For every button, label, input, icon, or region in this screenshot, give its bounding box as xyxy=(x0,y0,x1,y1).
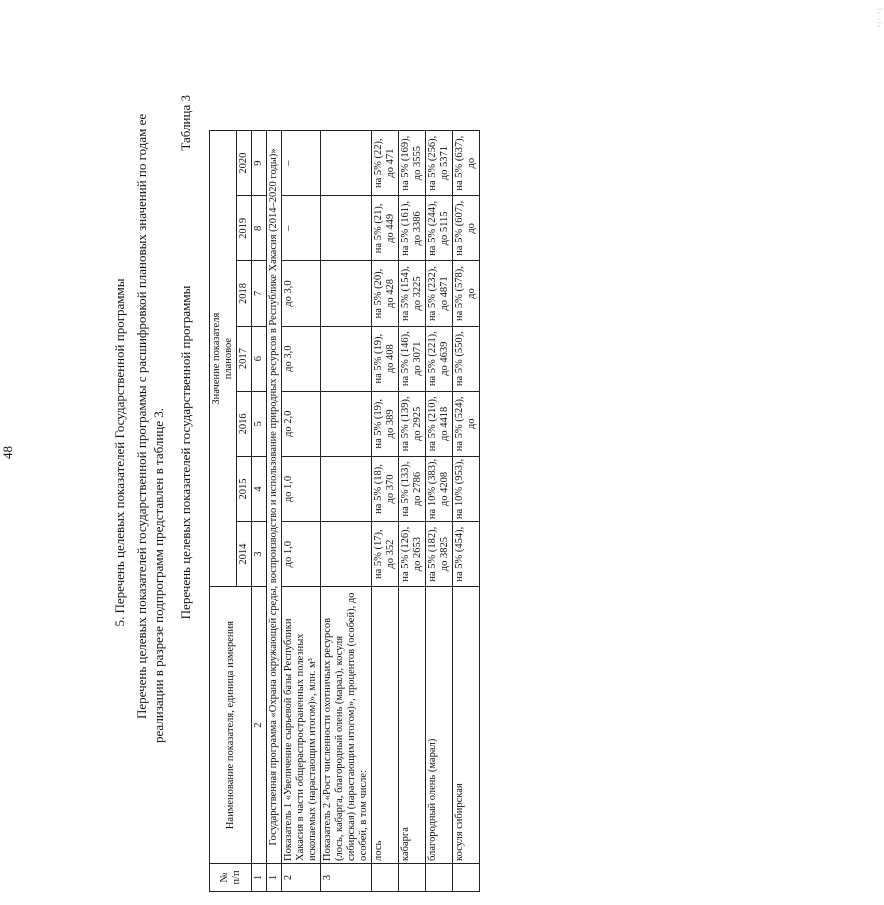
row-value: на 5% (146), до 3071 xyxy=(399,326,426,391)
row-number xyxy=(399,863,426,891)
header-number: № п/п xyxy=(210,863,252,891)
row-value: на 5% (244), до 5115 xyxy=(426,196,453,261)
row-value: на 5% (139), до 2925 xyxy=(399,391,426,456)
header-name: Наименование показателя, единица измерения xyxy=(210,587,252,864)
row-number: 3 xyxy=(321,863,372,891)
header-year: 2016 xyxy=(237,391,252,456)
header-index-row xyxy=(252,131,267,892)
header-index: 2 xyxy=(252,587,267,864)
row-indicator-name: лось xyxy=(372,587,399,864)
row-value: – xyxy=(282,196,321,261)
header-index: 9 xyxy=(252,131,267,196)
row-value: на 5% (256), до 5371 xyxy=(426,131,453,196)
table-row xyxy=(399,131,426,892)
row-value: на 5% (126), до 2653 xyxy=(399,522,426,587)
header-index: 6 xyxy=(252,326,267,391)
row-value: на 5% (221), до 4639 xyxy=(426,326,453,391)
header-index: 8 xyxy=(252,196,267,261)
row-value: на 5% (578), до xyxy=(453,261,480,326)
intro-paragraph: Перечень целевых показателей государственной программы с расшифровкой плановых значений по годам ее реализации в разрезе подпрограмм представлен в таблице 3. xyxy=(134,113,166,743)
table-row xyxy=(372,131,399,892)
row-value xyxy=(321,522,372,587)
table-label: Таблица 3 xyxy=(178,95,193,151)
row-value: на 5% (161), до 3386 xyxy=(399,196,426,261)
row-value: на 5% (133), до 2786 xyxy=(399,456,426,521)
row-value xyxy=(321,131,372,196)
row-number xyxy=(426,863,453,891)
row-indicator-name: Показатель 2 «Рост численности охотничьих ресурсов (лось, кабарга, благородный олень (марал), косуля сибирская) (нарастающим итогом)», процентов (особей), до особей, в том числе: xyxy=(321,587,372,864)
row-value: на 5% (169), до 3555 xyxy=(399,131,426,196)
table-row xyxy=(453,131,480,892)
header-group: Значение показателя плановое xyxy=(210,131,237,587)
header-index: 7 xyxy=(252,261,267,326)
row-value: на 5% (21), до 449 xyxy=(372,196,399,261)
header-year: 2019 xyxy=(237,196,252,261)
row-value: на 5% (20), до 428 xyxy=(372,261,399,326)
header-year: 2015 xyxy=(237,456,252,521)
table-row xyxy=(426,131,453,892)
header-year: 2017 xyxy=(237,326,252,391)
table-body xyxy=(267,131,480,892)
row-value: на 5% (454), xyxy=(453,522,480,587)
header-index: 4 xyxy=(252,456,267,521)
row-value: на 5% (550), xyxy=(453,326,480,391)
row-value: до 3,0 xyxy=(282,261,321,326)
table-caption: Перечень целевых показателей государственной программы xyxy=(178,285,193,620)
row-indicator-name: кабарга xyxy=(399,587,426,864)
row-value: на 5% (232), до 4871 xyxy=(426,261,453,326)
row-indicator-name: благородный олень (марал) xyxy=(426,587,453,864)
row-value xyxy=(321,326,372,391)
row-value: на 5% (18), до 370 xyxy=(372,456,399,521)
table-row xyxy=(282,131,321,892)
row-value xyxy=(321,456,372,521)
row-value xyxy=(321,261,372,326)
row-value: до 1,0 xyxy=(282,522,321,587)
table-row xyxy=(321,131,372,892)
row-indicator-name: Показатель 1 «Увеличение сырьевой базы Республики Хакасия в части общераспространенных полезных ископаемых (нарастающим итогом)», млн. м³ xyxy=(282,587,321,864)
row-value: на 5% (637), до xyxy=(453,131,480,196)
row-program-title: Государственная программа «Охрана окружающей среды, воспроизводство и использование природных ресурсов в Республике Хакасия (2014–2020 годы)» xyxy=(267,131,282,864)
header-year: 2020 xyxy=(237,131,252,196)
row-value: – xyxy=(282,131,321,196)
row-value: на 5% (182), до 3825 xyxy=(426,522,453,587)
header-index: 5 xyxy=(252,391,267,456)
header-index: 3 xyxy=(252,522,267,587)
scan-mark: ·:· ·: xyxy=(875,7,884,28)
row-value: до 2,0 xyxy=(282,391,321,456)
row-indicator-name: косуля сибирская xyxy=(453,587,480,864)
row-number xyxy=(453,863,480,891)
header-index: 1 xyxy=(252,863,267,891)
row-value: на 10% (383), до 4208 xyxy=(426,456,453,521)
section-title: 5. Перечень целевых показателей Государственной программы xyxy=(112,278,127,627)
row-value: на 5% (154), до 3225 xyxy=(399,261,426,326)
row-value: на 5% (607), до xyxy=(453,196,480,261)
row-number: 1 xyxy=(267,863,282,891)
row-value: до 3,0 xyxy=(282,326,321,391)
row-value: на 5% (19), до 389 xyxy=(372,391,399,456)
row-value: на 10% (953), xyxy=(453,456,480,521)
table-row xyxy=(267,131,282,892)
row-value: на 5% (22), до 471 xyxy=(372,131,399,196)
row-value: до 1,0 xyxy=(282,456,321,521)
row-value: на 5% (17), до 352 xyxy=(372,522,399,587)
indicators-table xyxy=(209,130,480,892)
row-value: на 5% (19), до 408 xyxy=(372,326,399,391)
row-value: на 5% (210), до 4418 xyxy=(426,391,453,456)
header-year: 2018 xyxy=(237,261,252,326)
row-number: 2 xyxy=(282,863,321,891)
row-value xyxy=(321,391,372,456)
row-number xyxy=(372,863,399,891)
row-value: на 5% (524), до xyxy=(453,391,480,456)
row-value xyxy=(321,196,372,261)
page-number: 48 xyxy=(0,446,15,459)
header-year: 2014 xyxy=(237,522,252,587)
